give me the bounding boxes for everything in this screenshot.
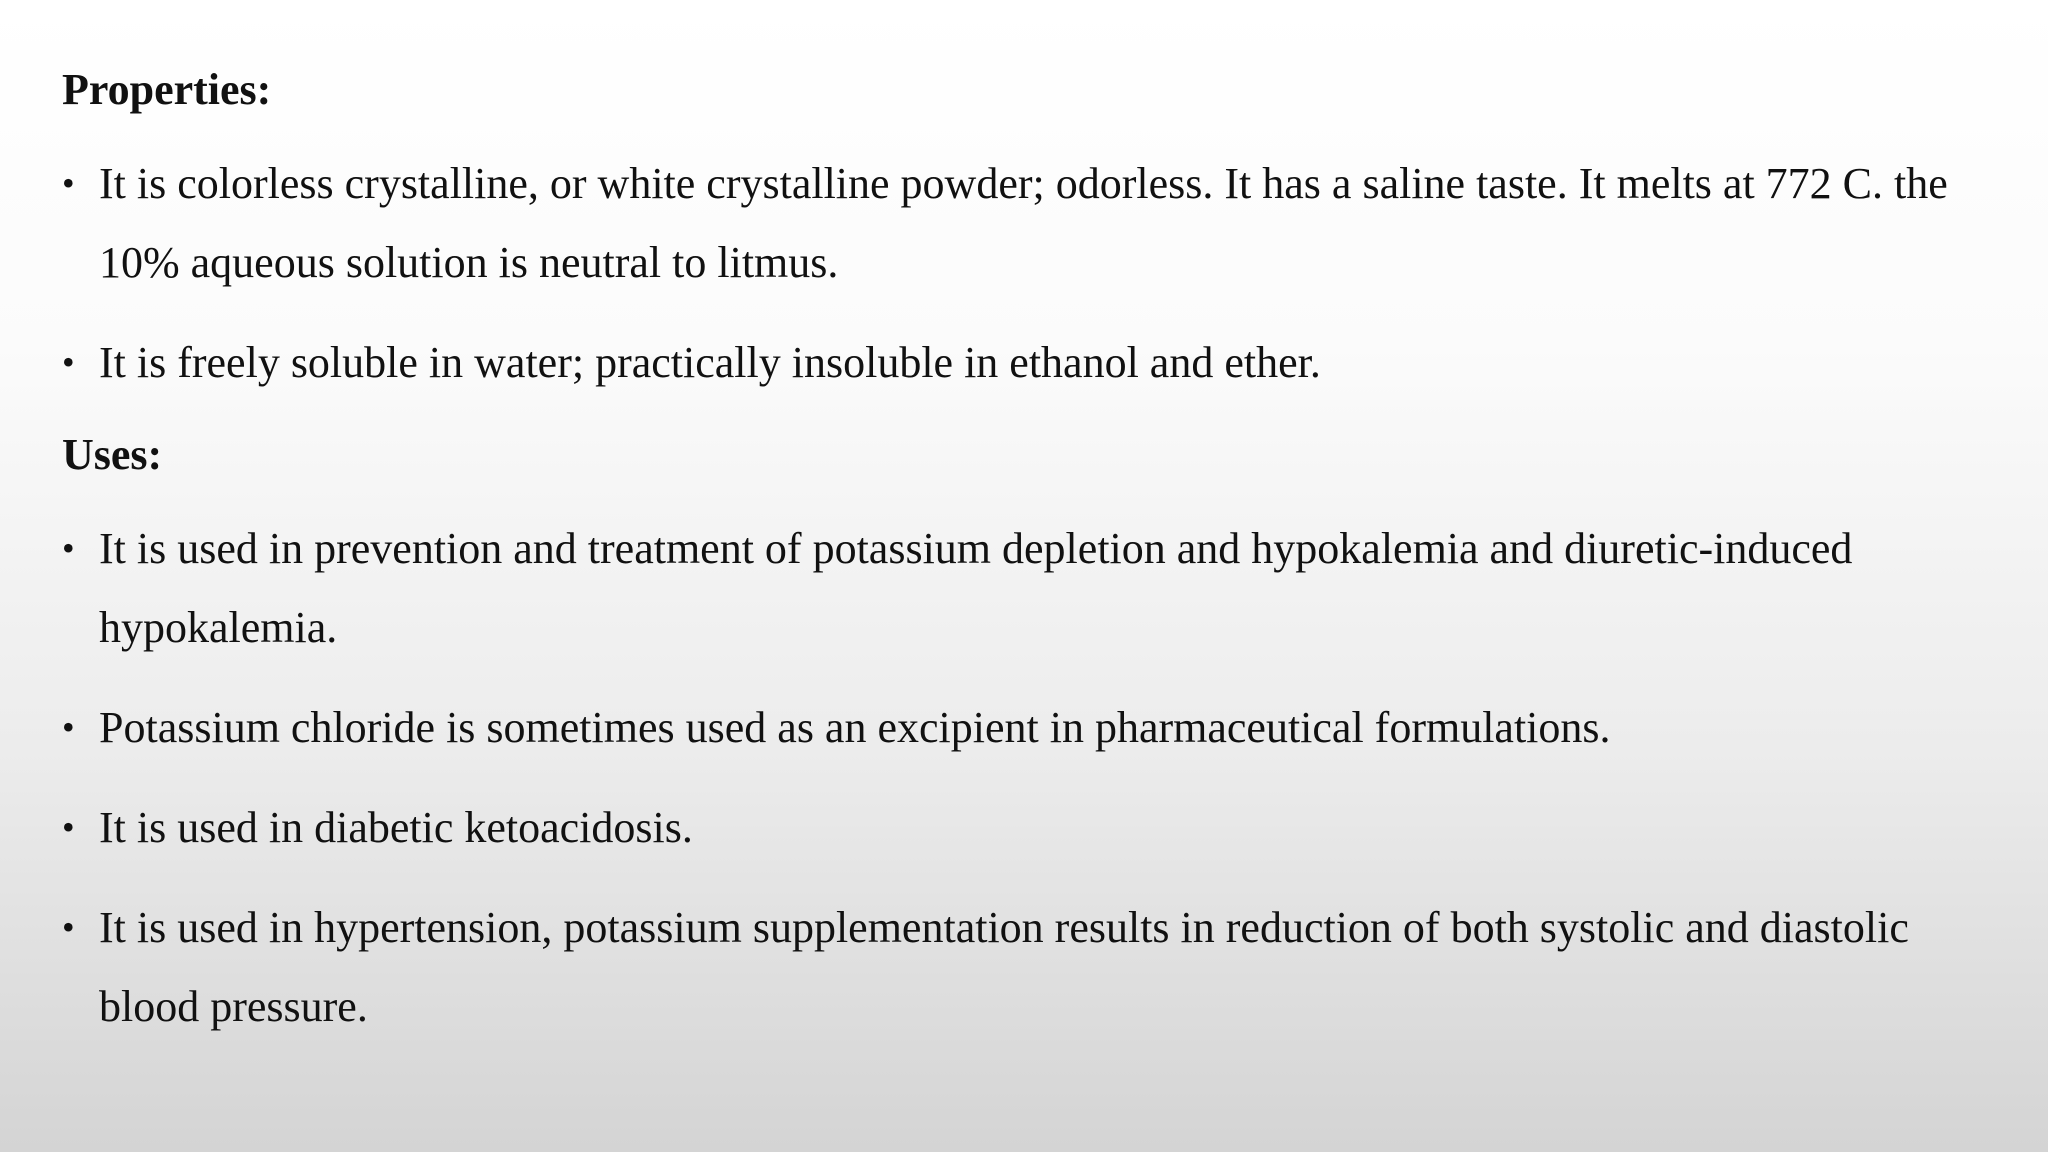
uses-heading: Uses: bbox=[62, 430, 163, 479]
list-item-text: It is freely soluble in water; practically insoluble in ethanol and ether. bbox=[99, 338, 1321, 387]
list-item-text: It is used in hypertension, potassium supplementation results in reduction of both systolic and diastolic blood pressure. bbox=[99, 903, 1909, 1031]
bullet-icon: • bbox=[62, 163, 75, 203]
bullet-icon: • bbox=[62, 342, 75, 382]
list-item-text: Potassium chloride is sometimes used as an excipient in pharmaceutical formulations. bbox=[99, 703, 1611, 752]
properties-list bbox=[62, 144, 2002, 402]
bullet-icon: • bbox=[62, 907, 75, 947]
list-item-text: It is used in diabetic ketoacidosis. bbox=[99, 803, 693, 852]
bullet-icon: • bbox=[62, 528, 75, 568]
list-item bbox=[62, 509, 2002, 667]
list-item bbox=[62, 688, 2002, 767]
list-item bbox=[62, 888, 2002, 1046]
slide-content bbox=[62, 58, 2002, 1067]
bullet-icon: • bbox=[62, 807, 75, 847]
uses-list bbox=[62, 509, 2002, 1046]
bullet-icon: • bbox=[62, 707, 75, 747]
list-item bbox=[62, 788, 2002, 867]
list-item-text: It is used in prevention and treatment of potassium depletion and hypokalemia and diuretic-induced hypokalemia. bbox=[99, 524, 1853, 652]
list-item-text: It is colorless crystalline, or white crystalline powder; odorless. It has a saline taste. It melts at 772 C. the 10% aqueous solution is neutral to litmus. bbox=[99, 159, 1948, 287]
properties-heading: Properties: bbox=[62, 65, 272, 114]
list-item bbox=[62, 144, 2002, 302]
list-item bbox=[62, 323, 2002, 402]
